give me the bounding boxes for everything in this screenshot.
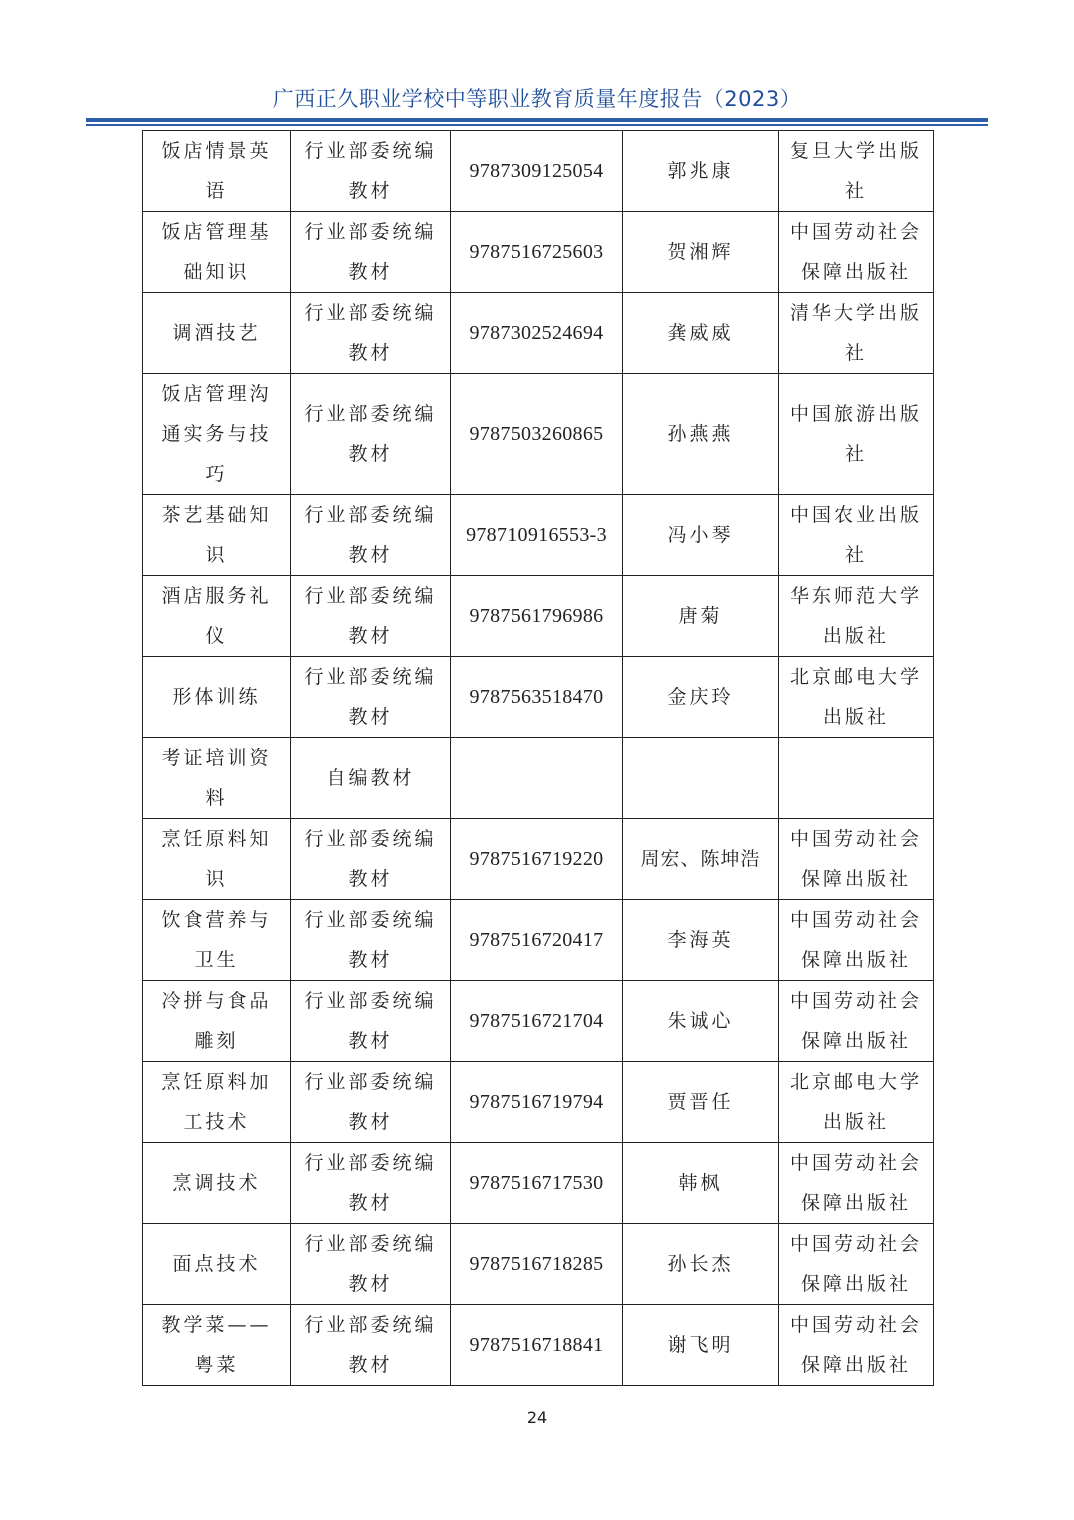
publisher-cell: 清华大学出版社 [779,293,934,374]
author-cell: 李海英 [623,900,779,981]
isbn-cell: 978710916553-3 [451,495,623,576]
textbook-table [142,130,934,1386]
author-cell: 韩枫 [623,1143,779,1224]
material-type-cell: 自编教材 [291,738,451,819]
material-type-cell: 行业部委统编教材 [291,1305,451,1386]
publisher-cell: 中国劳动社会保障出版社 [779,900,934,981]
material-type-cell: 行业部委统编教材 [291,900,451,981]
table-row [143,1143,934,1224]
course-name-cell: 冷拼与食品雕刻 [143,981,291,1062]
header-rule-thin [86,124,988,126]
table-row [143,657,934,738]
table-row [143,293,934,374]
author-cell: 冯小琴 [623,495,779,576]
table-row [143,212,934,293]
isbn-cell: 9787563518470 [451,657,623,738]
author-cell: 谢飞明 [623,1305,779,1386]
material-type-cell: 行业部委统编教材 [291,819,451,900]
publisher-cell: 中国劳动社会保障出版社 [779,1305,934,1386]
isbn-cell: 9787516725603 [451,212,623,293]
isbn-cell [451,738,623,819]
publisher-cell: 复旦大学出版社 [779,131,934,212]
material-type-cell: 行业部委统编教材 [291,981,451,1062]
course-name-cell: 饭店管理基础知识 [143,212,291,293]
author-cell: 金庆玲 [623,657,779,738]
author-cell: 贺湘辉 [623,212,779,293]
material-type-cell: 行业部委统编教材 [291,495,451,576]
course-name-cell: 酒店服务礼仪 [143,576,291,657]
course-name-cell: 烹饪原料加工技术 [143,1062,291,1143]
course-name-cell: 饭店管理沟通实务与技巧 [143,374,291,495]
table-row [143,1062,934,1143]
author-cell: 龚威威 [623,293,779,374]
table-row [143,495,934,576]
material-type-cell: 行业部委统编教材 [291,293,451,374]
course-name-cell: 烹饪原料知识 [143,819,291,900]
material-type-cell: 行业部委统编教材 [291,1143,451,1224]
isbn-cell: 9787302524694 [451,293,623,374]
isbn-cell: 9787516719220 [451,819,623,900]
isbn-cell: 9787561796986 [451,576,623,657]
table-row [143,981,934,1062]
material-type-cell: 行业部委统编教材 [291,1062,451,1143]
material-type-cell: 行业部委统编教材 [291,576,451,657]
author-cell: 周宏、陈坤浩 [623,819,779,900]
table-row [143,1224,934,1305]
table-row [143,576,934,657]
material-type-cell: 行业部委统编教材 [291,374,451,495]
publisher-cell: 中国劳动社会保障出版社 [779,981,934,1062]
publisher-cell: 中国农业出版社 [779,495,934,576]
course-name-cell: 调酒技艺 [143,293,291,374]
page-number: 24 [526,1408,548,1427]
isbn-cell: 9787516720417 [451,900,623,981]
isbn-cell: 9787516719794 [451,1062,623,1143]
table-row [143,1305,934,1386]
table-row [143,738,934,819]
header-rule-thick [86,118,988,122]
author-cell: 孙燕燕 [623,374,779,495]
author-cell: 贾晋任 [623,1062,779,1143]
course-name-cell: 形体训练 [143,657,291,738]
publisher-cell: 中国劳动社会保障出版社 [779,212,934,293]
author-cell: 孙长杰 [623,1224,779,1305]
isbn-cell: 9787309125054 [451,131,623,212]
publisher-cell: 华东师范大学出版社 [779,576,934,657]
publisher-cell: 中国劳动社会保障出版社 [779,1143,934,1224]
author-cell: 朱诚心 [623,981,779,1062]
material-type-cell: 行业部委统编教材 [291,657,451,738]
table-row [143,374,934,495]
publisher-cell: 北京邮电大学出版社 [779,657,934,738]
publisher-cell: 中国旅游出版社 [779,374,934,495]
author-cell: 唐菊 [623,576,779,657]
publisher-cell [779,738,934,819]
course-name-cell: 面点技术 [143,1224,291,1305]
isbn-cell: 9787516717530 [451,1143,623,1224]
publisher-cell: 中国劳动社会保障出版社 [779,1224,934,1305]
course-name-cell: 烹调技术 [143,1143,291,1224]
course-name-cell: 饮食营养与卫生 [143,900,291,981]
author-cell [623,738,779,819]
course-name-cell: 考证培训资料 [143,738,291,819]
course-name-cell: 饭店情景英语 [143,131,291,212]
isbn-cell: 9787516718285 [451,1224,623,1305]
material-type-cell: 行业部委统编教材 [291,131,451,212]
publisher-cell: 中国劳动社会保障出版社 [779,819,934,900]
course-name-cell: 茶艺基础知识 [143,495,291,576]
course-name-cell: 教学菜——粤菜 [143,1305,291,1386]
table-row [143,131,934,212]
table-row [143,900,934,981]
material-type-cell: 行业部委统编教材 [291,212,451,293]
report-title: 广西正久职业学校中等职业教育质量年度报告（2023） [272,87,802,111]
publisher-cell: 北京邮电大学出版社 [779,1062,934,1143]
author-cell: 郭兆康 [623,131,779,212]
isbn-cell: 9787516718841 [451,1305,623,1386]
isbn-cell: 9787503260865 [451,374,623,495]
isbn-cell: 9787516721704 [451,981,623,1062]
table-row [143,819,934,900]
material-type-cell: 行业部委统编教材 [291,1224,451,1305]
